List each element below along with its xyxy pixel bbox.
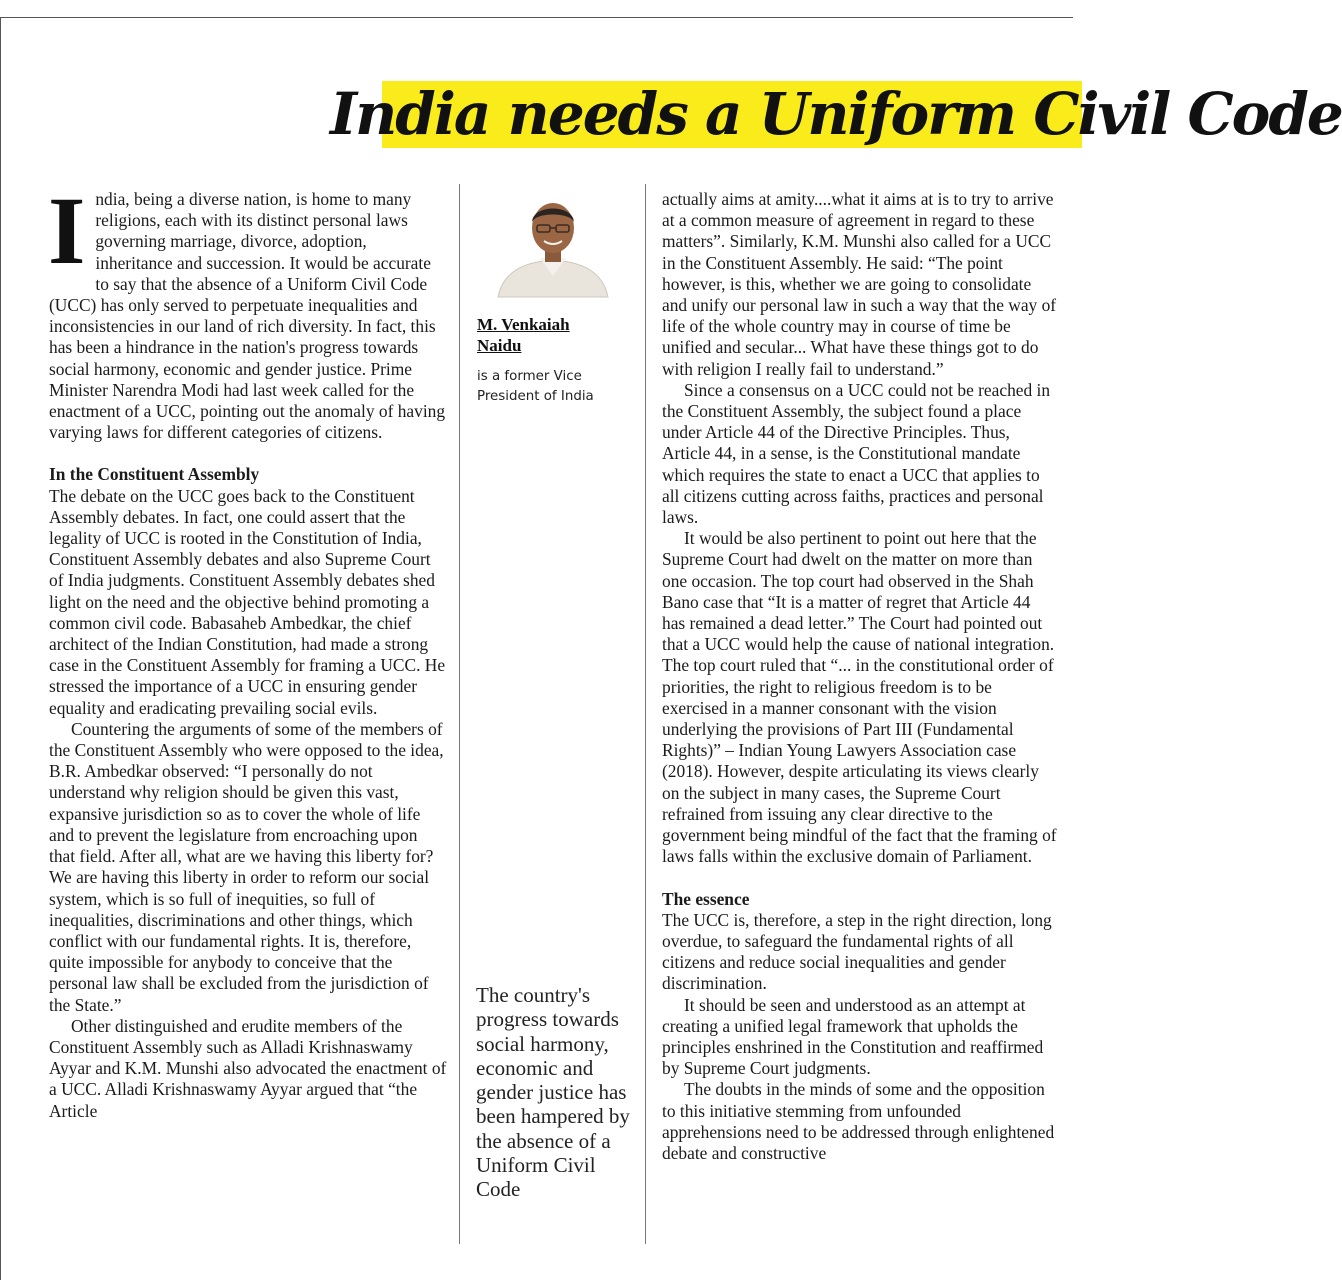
paragraph: It should be seen and understood as an attempt at creating a unified legal framework that upholds the principles enshrined in the Constitution and reaffirmed by Supreme Court judgments.: [662, 994, 1044, 1079]
headline: [330, 78, 1342, 150]
column-divider-left: [459, 184, 460, 1244]
paragraph: Other distinguished and erudite members of the Constituent Assembly such as Alladi Krishnaswamy Ayyar and K.M. Munshi also advocated the enactment of a UCC. Alladi Krishnaswamy Ayyar argued that “the Article: [49, 1015, 447, 1121]
author-portrait-icon: [478, 192, 628, 297]
paragraph: It would be also pertinent to point out here that the Supreme Court had dwelt on the matter on more than one occasion. The top court had observed in the Shah Bano case that “It is a matter of regret that Article 44 has remained a dead letter.” The Court had pointed out that a UCC would help the cause of national integration. The top court ruled that “... in the constitutional order of priorities, the right to religious freedom is to be exercised in a manner consonant with the vision underlying the provisions of Part III (Fundamental Rights)” – Indian Young Lawyers Association case (2018). However, despite articulating its views clearly on the subject in many cases, the Supreme Court refrained from issuing any clear directive to the government being mindful of the fact that the framing of laws falls within the exclusive domain of Parliament.: [662, 528, 1057, 867]
subheading: In the Constituent Assembly: [49, 464, 260, 485]
subheading: The essence: [662, 888, 750, 909]
paragraph: actually aims at amity....what it aims at is to try to arrive at a common measure of agreement in regard to these matters”. Similarly, K.M. Munshi also called for a UCC in the Constituent Assembly. He said: “The point however, is this, whether we are going to consolidate and unify our personal law in such a way that the way of life of the whole country may in course of time be unified and secular... What have these things got to do with religion I really fail to understand.”: [662, 189, 1057, 379]
paragraph: Countering the arguments of some of the members of the Constituent Assembly who were opposed to the idea, B.R. Ambedkar observed: “I personally do not understand why religion should be given this vast, expansive jurisdiction so as to cover the whole of life and to prevent the legislature from encroaching upon that field. After all, what are we having this liberty for? We are having this liberty in order to reform our social system, which is so full of inequities, so full of inequalities, discriminations and other things, which conflict with our fundamental rights. It is, therefore, quite impossible for anybody to conceive that the personal law shall be excluded from the jurisdiction of the State.”: [49, 718, 444, 1015]
drop-cap: I: [48, 177, 86, 284]
article-column-3: [662, 189, 1057, 1164]
headline-text: India needs a Uniform Civil Code: [330, 80, 1342, 148]
author-name: M. Venkaiah Naidu: [477, 315, 570, 355]
article-column-1: [48, 177, 447, 1122]
paragraph: ndia, being a diverse nation, is home to many religions, each with its distinct personal laws governing marriage, divorce, adoption, inheritance and succession. It would be accurate to say that the absence of a Uniform Civil Code (UCC) has only served to perpetuate inequalities and inconsistencies in our land of rich diversity. In fact, this has been a hindrance in the nation's progress towards social harmony, economic and gender justice. Prime Minister Narendra Modi had last week called for the enactment of a UCC, pointing out the anomaly of having varying laws for different categories of citizens.: [49, 189, 446, 443]
column-divider-right: [645, 184, 646, 1244]
paragraph: The doubts in the minds of some and the opposition to this initiative stemming from unfounded apprehensions need to be addressed through enlightened debate and constructive: [662, 1079, 1055, 1163]
paragraph: Since a consensus on a UCC could not be reached in the Constituent Assembly, the subject found a place under Article 44 of the Directive Principles. Thus, Article 44, in a sense, is the Constitutional mandate which requires the state to enact a UCC that applies to all citizens cutting across faiths, practices and personal laws.: [662, 379, 1051, 528]
pull-quote: The country's progress towards social harmony, economic and gender justice has been hampered by the absence of a Uniform Civil Code: [476, 983, 630, 1202]
paragraph: The debate on the UCC goes back to the Constituent Assembly debates. In fact, one could assert that the legality of UCC is rooted in the Constitution of India, Constituent Assembly debates and also Supreme Court of India judgments. Constituent Assembly debates shed light on the need and the objective behind promoting a common civil code. Babasaheb Ambedkar, the chief architect of the Indian Constitution, had made a strong case in the Constituent Assembly for framing a UCC. He stressed the importance of a UCC in ensuring gender equality and eradicating prevailing social evils.: [49, 485, 446, 718]
paragraph: The UCC is, therefore, a step in the right direction, long overdue, to safeguard the fundamental rights of all citizens and reduce social inequalities and gender discrimination.: [662, 909, 1052, 994]
author-bio: is a former Vice President of India: [477, 369, 594, 404]
